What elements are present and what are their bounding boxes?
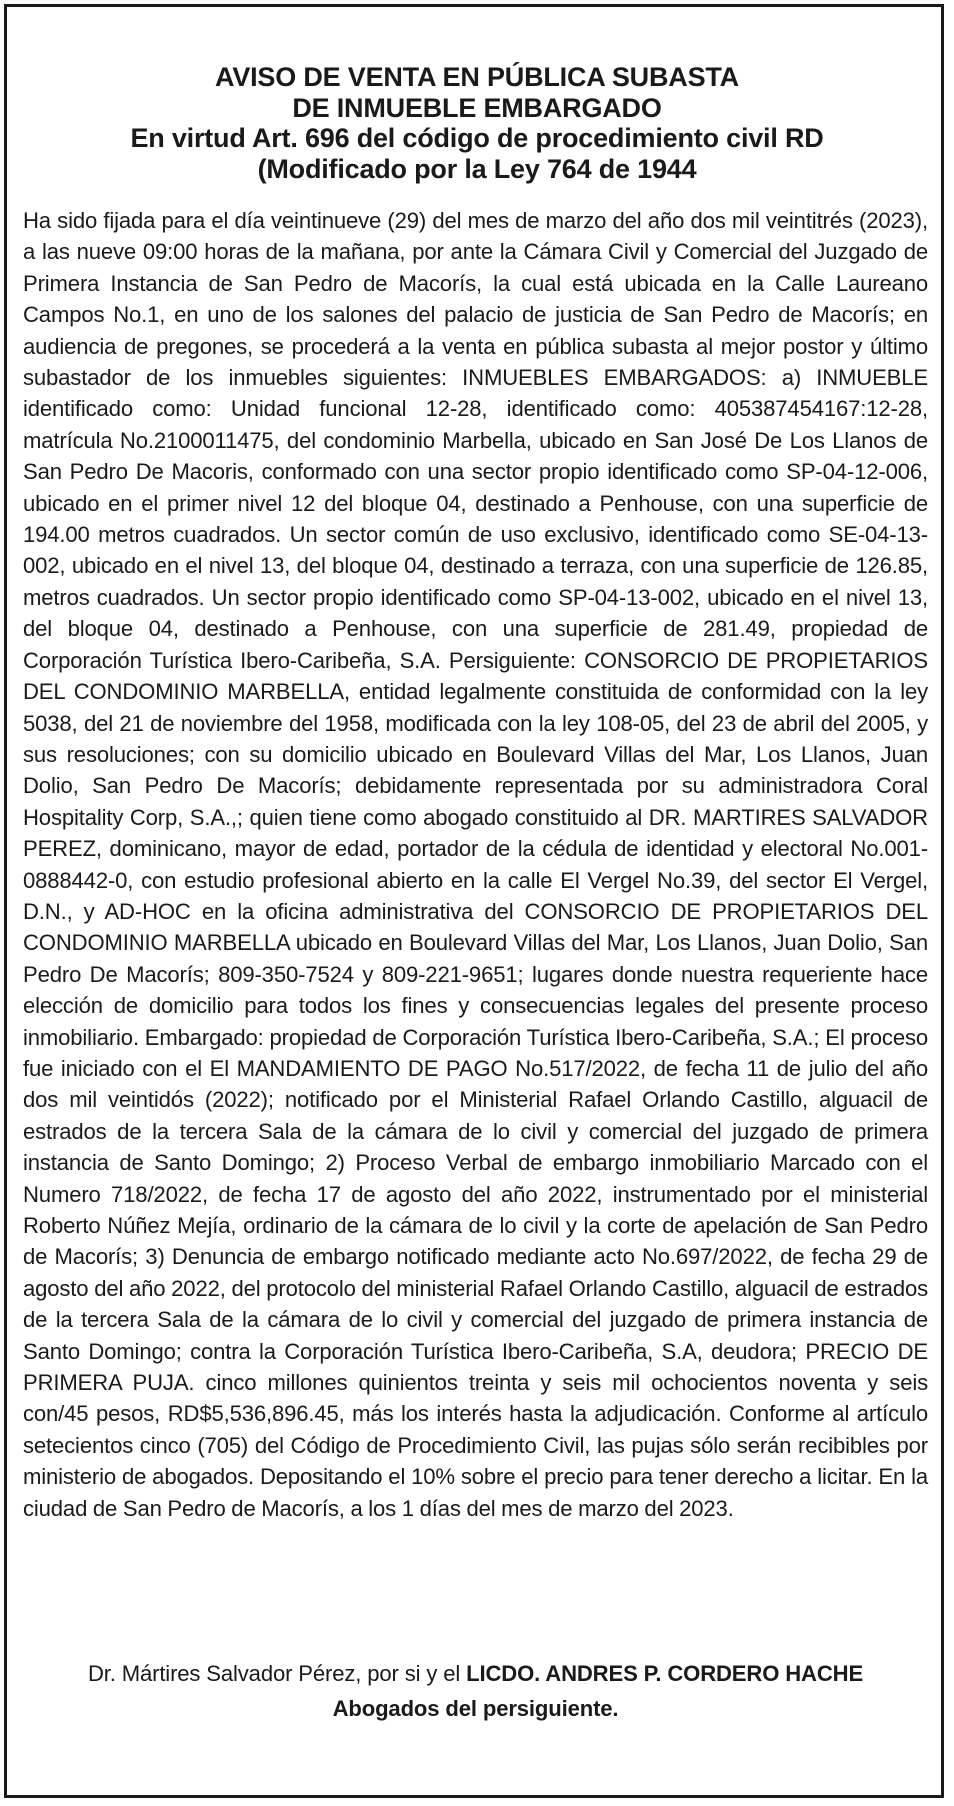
signature-name: LICDO. ANDRES P. CORDERO HACHE: [466, 1661, 864, 1686]
notice-title: [30, 62, 924, 184]
signature-prefix: Dr. Mártires Salvador Pérez, por si y el: [87, 1661, 467, 1686]
title-line-3: En virtud Art. 696 del código de procedimiento civil RD: [130, 123, 824, 153]
signature-line-1: [23, 1656, 928, 1691]
title-line-1: AVISO DE VENTA EN PÚBLICA SUBASTA: [215, 62, 739, 92]
signature-block: [23, 1656, 928, 1726]
title-line-4: (Modificado por la Ley 764 de 1944: [257, 153, 697, 184]
notice-body: Ha sido fijada para el día veintinueve (29) del mes de marzo del año dos mil veintitrés (2023), a las nueve 09:00 horas de la mañana, por ante la Cámara Civil y Comercial del Juzgado de Primera Instancia de San Pedro de Macorís, la cual está ubicada en la Calle Laureano Campos No.1, en uno de los salones del palacio de justicia de San Pedro de Macorís; en audiencia de pregones, se procederá a la venta en pública subasta al mejor postor y último subastador de los inmuebles siguientes: INMUEBLES EMBARGADOS: a) INMUEBLE identificado como: Unidad funcional 12-28, identificado como: 405387454167:12-28, matrícula No.2100011475, del condominio Marbella, ubicado en San José De Los Llanos de San Pedro De Macoris, conformado con una sector propio identificado como SP-04-12-006, ubicado en el primer nivel 12 del bloque 04, destinado a Penhouse, con una superficie de 194.00 metros cuadrados. Un sector común de uso exclusivo, identificado como SE-04-13-002, ubicado en el nivel 13, del bloque 04, destinado a terraza, con una superficie de 126.85, metros cuadrados. Un sector propio identificado como SP-04-13-002, ubicado en el nivel 13, del bloque 04, destinado a Penhouse, con una superficie de 281.49, propiedad de Corporación Turística Ibero-Caribeña, S.A. Persiguiente: CONSORCIO DE PROPIETARIOS DEL CONDOMINIO MARBELLA, entidad legalmente constituida de conformidad con la ley 5038, del 21 de noviembre del 1958, modificada con la ley 108-05, del 23 de abril del 2005, y sus resoluciones; con su domicilio ubicado en Boulevard Villas del Mar, Los Llanos, Juan Dolio, San Pedro De Macorís; debidamente representada por su administradora Coral Hospitality Corp, S.A.,; quien tiene como abogado constituido al DR. MARTIRES SALVADOR PEREZ, dominicano, mayor de edad, portador de la cédula de identidad y electoral No.001-0888442-0, con estudio profesional abierto en la calle El Vergel No.39, del sector El Vergel, D.N., y AD-HOC en la oficina administrativa del CONSORCIO DE PROPIETARIOS DEL CONDOMINIO MARBELLA ubicado en Boulevard Villas del Mar, Los Llanos, Juan Dolio, San Pedro De Macorís; 809-350-7524 y 809-221-9651; lugares donde nuestra requeriente hace elección de domicilio para todos los fines y consecuencias legales del presente proceso inmobiliario. Embargado: propiedad de Corporación Turística Ibero-Caribeña, S.A.; El proceso fue iniciado con el El MANDAMIENTO DE PAGO No.517/2022, de fecha 11 de julio del año dos mil veintidós (2022); notificado por el Ministerial Rafael Orlando Castillo, alguacil de estrados de la tercera Sala de la cámara de lo civil y comercial del juzgado de primera instancia de Santo Domingo; 2) Proceso Verbal de embargo inmobiliario Marcado con el Numero 718/2022, de fecha 17 de agosto del año 2022, instrumentado por el ministerial Roberto Núñez Mejía, ordinario de la cámara de lo civil y la corte de apelación de San Pedro de Macorís; 3) Denuncia de embargo notificado mediante acto No.697/2022, de fecha 29 de agosto del año 2022, del protocolo del ministerial Rafael Orlando Castillo, alguacil de estrados de la tercera Sala de la cámara de lo civil y comercial del juzgado de primera instancia de Santo Domingo; contra la Corporación Turística Ibero-Caribeña, S.A, deudora; PRECIO DE PRIMERA PUJA. cinco millones quinientos treinta y seis mil ochocientos noventa y seis con/45 pesos, RD$5,536,896.45, más los interés hasta la adjudicación. Conforme al artículo setecientos cinco (705) del Código de Procedimiento Civil, las pujas sólo serán recibibles por ministerio de abogados. Depositando el 10% sobre el precio para tener derecho a licitar. En la ciudad de San Pedro de Macorís, a los 1 días del mes de marzo del 2023.: [23, 208, 928, 1521]
signature-role: Abogados del persiguiente.: [332, 1696, 619, 1721]
title-line-2: DE INMUEBLE EMBARGADO: [292, 92, 662, 123]
